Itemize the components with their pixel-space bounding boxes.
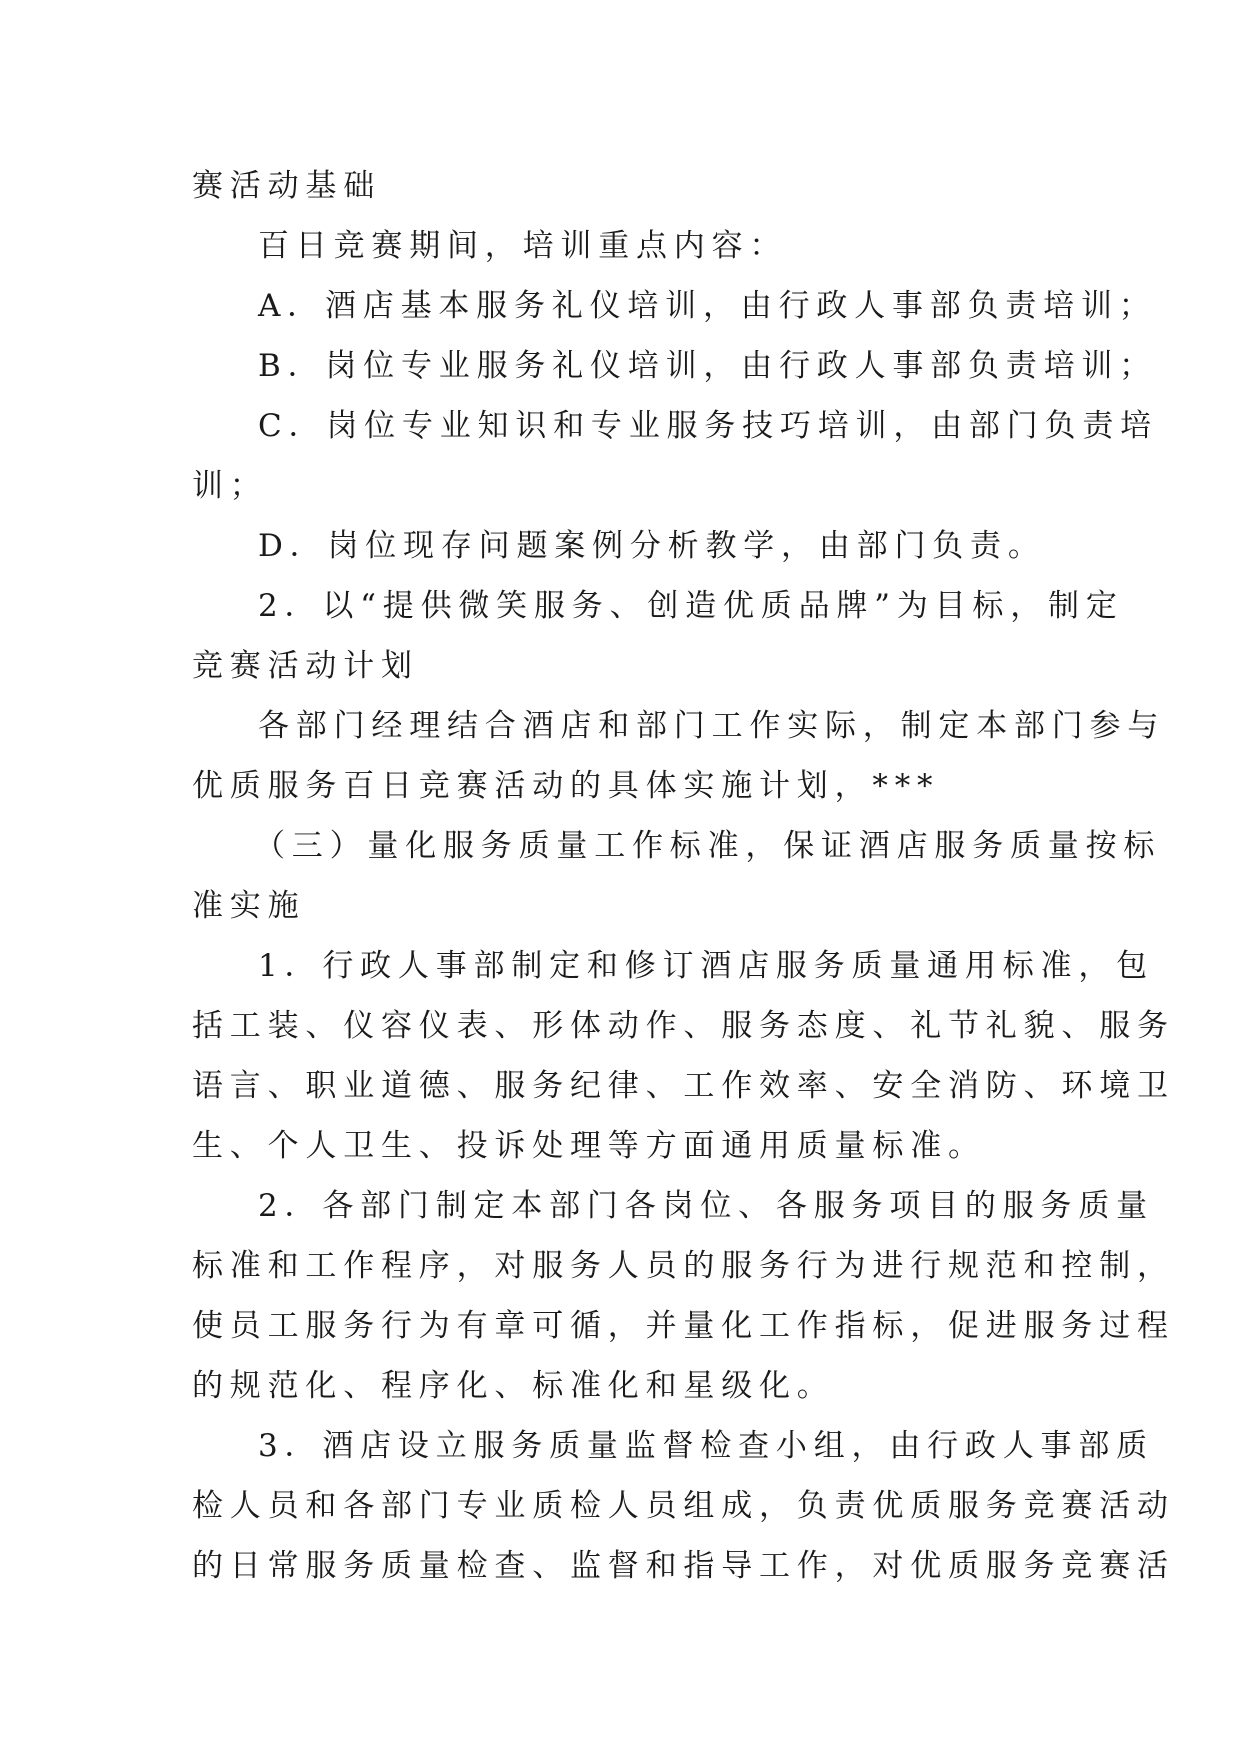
paragraph-line: 生、个人卫生、投诉处理等方面通用质量标准。	[192, 1128, 986, 1164]
section-heading-line: 准实施	[192, 888, 306, 924]
paragraph-line: 竞赛活动计划	[192, 648, 419, 684]
paragraph-line: 训；	[192, 468, 268, 504]
paragraph-line: 语言、职业道德、服务纪律、工作效率、安全消防、环境卫	[192, 1068, 1175, 1104]
paragraph-line: 百日竞赛期间，培训重点内容：	[258, 228, 788, 264]
paragraph-line: 检人员和各部门专业质检人员组成，负责优质服务竞赛活动	[192, 1488, 1175, 1524]
paragraph-line: 优质服务百日竞赛活动的具体实施计划，***	[192, 768, 940, 804]
paragraph-line: 1．行政人事部制定和修订酒店服务质量通用标准，包	[258, 948, 1154, 984]
paragraph-line: 2．以“提供微笑服务、创造优质品牌”为目标，制定	[258, 588, 1124, 624]
paragraph-line: 括工装、仪容仪表、形体动作、服务态度、礼节礼貌、服务	[192, 1008, 1175, 1044]
paragraph-line: C．岗位专业知识和专业服务技巧培训，由部门负责培	[258, 408, 1158, 444]
paragraph-line: A．酒店基本服务礼仪培训，由行政人事部负责培训；	[258, 288, 1157, 324]
paragraph-line: 的日常服务质量检查、监督和指导工作，对优质服务竞赛活	[192, 1548, 1175, 1584]
paragraph-line: 使员工服务行为有章可循，并量化工作指标，促进服务过程	[192, 1308, 1175, 1344]
paragraph-line: 各部门经理结合酒店和部门工作实际，制定本部门参与	[258, 708, 1166, 744]
paragraph-line: 的规范化、程序化、标准化和星级化。	[192, 1368, 835, 1404]
paragraph-line: 赛活动基础	[192, 168, 381, 204]
section-heading-line: （三）量化服务质量工作标准，保证酒店服务质量按标	[254, 828, 1162, 864]
paragraph-line: 2．各部门制定本部门各岗位、各服务项目的服务质量	[258, 1188, 1154, 1224]
paragraph-line: D．岗位现存问题案例分析教学，由部门负责。	[258, 528, 1046, 564]
paragraph-line: 标准和工作程序，对服务人员的服务行为进行规范和控制，	[192, 1248, 1175, 1284]
paragraph-line: 3．酒店设立服务质量监督检查小组，由行政人事部质	[258, 1428, 1154, 1464]
document-body	[192, 156, 1175, 1596]
paragraph-line: B．岗位专业服务礼仪培训，由行政人事部负责培训；	[258, 348, 1157, 384]
